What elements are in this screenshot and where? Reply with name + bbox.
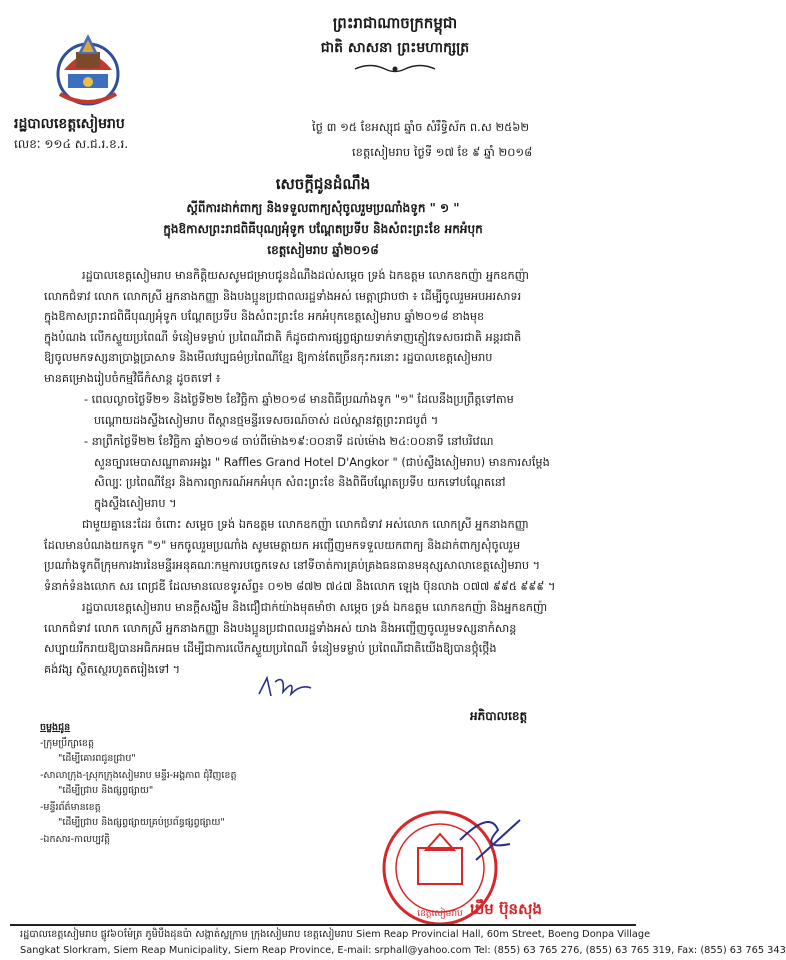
- stamp-label: ខេត្តសៀមរាប: [417, 909, 463, 919]
- reference-number: លេខៈ ១១៤ ស.ជ.រ.ខ.រ.: [14, 137, 129, 151]
- motto-heading: ជាតិ សាសនា ព្រះមហាក្សត្រ: [320, 40, 470, 56]
- notice-title: សេចក្តីជូនដំណឹង: [275, 175, 371, 193]
- governor-title: អភិបាលខេត្ត: [470, 709, 528, 723]
- solar-date: ខេត្តសៀមរាប ថ្ងៃទី ១៧ ខែ ៩ ឆ្នាំ ២០១៨: [352, 145, 533, 159]
- copy-to-heading: ចម្លងជូន: [40, 722, 71, 733]
- event-bullet-2: [84, 432, 614, 514]
- text-line: សប្បាយរីករាយឱ្យបានអធិកអធម ដើម្បីជាការលើកស្ទួយប្រពៃណី ទំនៀមទម្លាប់ ប្រពៃណីជាតិយើងឱ្យបានថ្កុំថ្កើង: [44, 642, 497, 655]
- text-line: ក្នុងឱកាសព្រះរាជពិធីបុណ្យអុំទូក បណ្តែតប្រទីប និងសំពះព្រះខែ អកអំបុកខេត្តសៀមរាប ឆ្នាំ២០១៨ ខាងមុខ: [44, 310, 485, 323]
- initials-mark: [255, 672, 315, 702]
- text-line: ប្រណាំងទូកពីក្រុមការងារនៃមន្ទីរអនុគណៈកម្មការបច្ចេកទេស នៅទីចាត់ការគ្រប់គ្រងធនធានមនុស្សសាលាខេត្តសៀមរាប ។: [44, 559, 541, 572]
- text-line: ក្នុងបំណង លើកស្ទួយប្រពៃណី ទំនៀមទម្លាប់ ប្រពៃណីជាតិ ក៏ដូចជាការផ្សព្វផ្សាយទាក់ទាញភ្ញៀវទេសចរជាតិ អន្តរជាតិ: [44, 330, 522, 344]
- text-line: បណ្តោយដងស្ទឹងសៀមរាប ពីស្ពានថ្មមន្ទីរទេសចរណ៍ចាស់ ដល់ស្ពានវត្តព្រះរាជបូព៌ ។: [94, 413, 439, 427]
- text-line: ឱ្យចូលមកទស្សនាប្រាង្គប្រាសាទ និងមើលវប្បធម៌ប្រពៃណីខ្មែរ ឱ្យកាន់តែច្រើនកុះករនោះ រដ្ឋបាលខេត្តសៀមរាប: [44, 351, 493, 364]
- footer-address-line-1: រដ្ឋបាលខេត្តសៀមរាប ផ្លូវ៦០ម៉ែត្រ ភូមិបឹងដុនប៉ា សង្កាត់ស្លក្រាម ក្រុងសៀមរាប ខេត្តសៀមរាប Siem Reap Provincial Hall, 60m Street, Boeng Donpa Village: [20, 929, 651, 940]
- text-line: ជាមួយគ្នានេះដែរ ចំពោះ សម្តេច ទ្រង់ ឯកឧត្តម លោកឧកញ៉ា លោកជំទាវ អស់លោក លោកស្រី អ្នកនាងកញ្ញា: [82, 518, 529, 531]
- text-line: រដ្ឋបាលខេត្តសៀមរាប មានកិត្តិយសសូមជម្រាបជូនដំណឹងដល់សម្តេច ទ្រង់ ឯកឧត្តម លោកឧកញ៉ា អ្នកឧកញ៉ា: [82, 269, 529, 282]
- text-line: ទំនាក់ទំនងលោក សរ ពេជ្រឌី ដែលមានលេខទូរស័ព្ទ៖ ០១២ ៨៧២ ៧៤៧ និងលោក ឡេង ប៊ុនលាង ០៧៧ ៩៩៥ ៩៩៩ ។: [44, 579, 556, 593]
- text-line: សិល្បៈ ប្រពៃណីខ្មែរ និងការព្យាករណ៍អកអំបុក សំពះព្រះខែ និងពិធីបណ្តែតប្រទីប យកទៅបណ្តែតនៅ: [94, 476, 506, 489]
- text-line: ក្នុងស្ទឹងសៀមរាប ។: [94, 496, 177, 510]
- text-line: លោកជំទាវ លោក លោកស្រី អ្នកនាងកញ្ញា និងបងប្អូនប្រជាពលរដ្ឋទាំងអស់ មេត្តាជ្រាបថា ៖ ដើម្បីចូលរួមអបអរសាទរ: [44, 289, 522, 303]
- text-line: - ពេលល្ងាចថ្ងៃទី២១ និងថ្ងៃទី២២ ខែវិច្ឆិកា ឆ្នាំ២០១៨ មានពិធីប្រណាំងទូក "១" ដែលនឹងប្រព្រឹត្តទៅតាម: [84, 393, 514, 406]
- provincial-logo-icon: [50, 30, 126, 110]
- recipient-note: "ដើម្បីជ្រាប និងផ្សព្វផ្សាយគ្រប់ប្រព័ន្ធផ្សព្វផ្សាយ": [58, 817, 225, 828]
- text-line: គង់វង្ស ស្ថិតស្ថេរហូតតរៀងទៅ ។: [44, 662, 181, 676]
- text-line: លោកជំទាវ លោក លោកស្រី អ្នកនាងកញ្ញា និងបងប្អូនប្រជាពលរដ្ឋទាំងអស់ យាង និងអញ្ជើញចូលរួមទស្សនាកំសាន្ត: [44, 621, 517, 635]
- ornament-divider: [350, 62, 440, 76]
- recipient-note: "ដើម្បីគោរពជូនជ្រាប": [58, 753, 136, 764]
- recipient-item: -មន្ទីរព័ត៌មានខេត្ត: [40, 802, 101, 813]
- event-bullet-1: [84, 390, 614, 431]
- footer-divider: [10, 924, 636, 926]
- subject-line-3: ខេត្តសៀមរាប ឆ្នាំ២០១៨: [267, 243, 379, 257]
- recipient-note: "ដើម្បីជ្រាប និងផ្សព្វផ្សាយ": [58, 785, 154, 796]
- paragraph-closing: [44, 598, 614, 680]
- recipient-item: -ក្រុមប្រឹក្សាខេត្ត: [40, 738, 94, 749]
- recipient-item: -ឯកសារ-កាលប្បវត្តិ: [40, 834, 110, 845]
- text-line: រដ្ឋបាលខេត្តសៀមរាប មានក្តីសង្ឃឹម និងជឿជាក់យ៉ាងមុតមាំថា សម្តេច ទ្រង់ ឯកឧត្តម លោកឧកញ៉ា និងអ្នកឧកញ៉ា: [82, 601, 548, 614]
- governor-name: ឃឹម ប៊ុនសុង: [470, 900, 542, 918]
- recipient-item: -សាលាក្រុង-ស្រុកក្រុងសៀមរាប មន្ទីរ-អង្គភាព ជុំវិញខេត្ត: [40, 770, 237, 781]
- authority-name: រដ្ឋបាលខេត្តសៀមរាប: [14, 116, 125, 132]
- footer-address-line-2: Sangkat Slorkram, Siem Reap Municipality, Siem Reap Province, E-mail: srphall@yahoo.com Tel: (855) 63 765 276, (855) 63 765 319, Fax: (855) 63 765 343: [20, 945, 786, 956]
- lunar-date: ថ្ងៃ ៣ ១៥ ខែអស្សុជ ឆ្នាំច សំរឹទ្ធិស័ក ព.ស ២៥៦២: [312, 120, 530, 134]
- copy-to-list: [40, 722, 237, 846]
- subject-line-2: ក្នុងឱកាសព្រះរាជពិធីបុណ្យអុំទូក បណ្តែតប្រទីប និងសំពះព្រះខែ អកអំបុក: [163, 222, 483, 236]
- text-line: មានគម្រោងរៀបចំកម្មវិធីកំសាន្ត ដូចតទៅ ៖: [44, 371, 221, 385]
- text-line: - នាព្រឹកថ្ងៃទី២២ ខែវិច្ឆិកា ឆ្នាំ២០១៨ ចាប់ពីម៉ោង១៩:០០នាទី ដល់ម៉ោង ២៤:០០នាទី នៅបរិវេណ: [84, 435, 494, 448]
- text-line: សួនច្បារមេបាសណ្ឋាគារអង្គរ " Raffles Grand Hotel D'Angkor " (ជាប់ស្ទឹងសៀមរាប) មានការសម្តែង: [94, 455, 550, 469]
- kingdom-heading: ព្រះរាជាណាចក្រកម្ពុជា: [332, 14, 458, 32]
- paragraph-registration: [44, 515, 614, 597]
- text-line: ដែលមានបំណងយកទូក "១" មកចូលរួមប្រណាំង សូមមេត្តាយក អញ្ជើញមកទទួលយកពាក្យ និងដាក់ពាក្យសុំចូលរួម: [44, 538, 521, 552]
- subject-line-1: ស្តីពីការដាក់ពាក្យ និងទទួលពាក្យសុំចូលរួមប្រណាំងទូក " ១ ": [186, 201, 460, 215]
- paragraph-intro: [44, 266, 614, 389]
